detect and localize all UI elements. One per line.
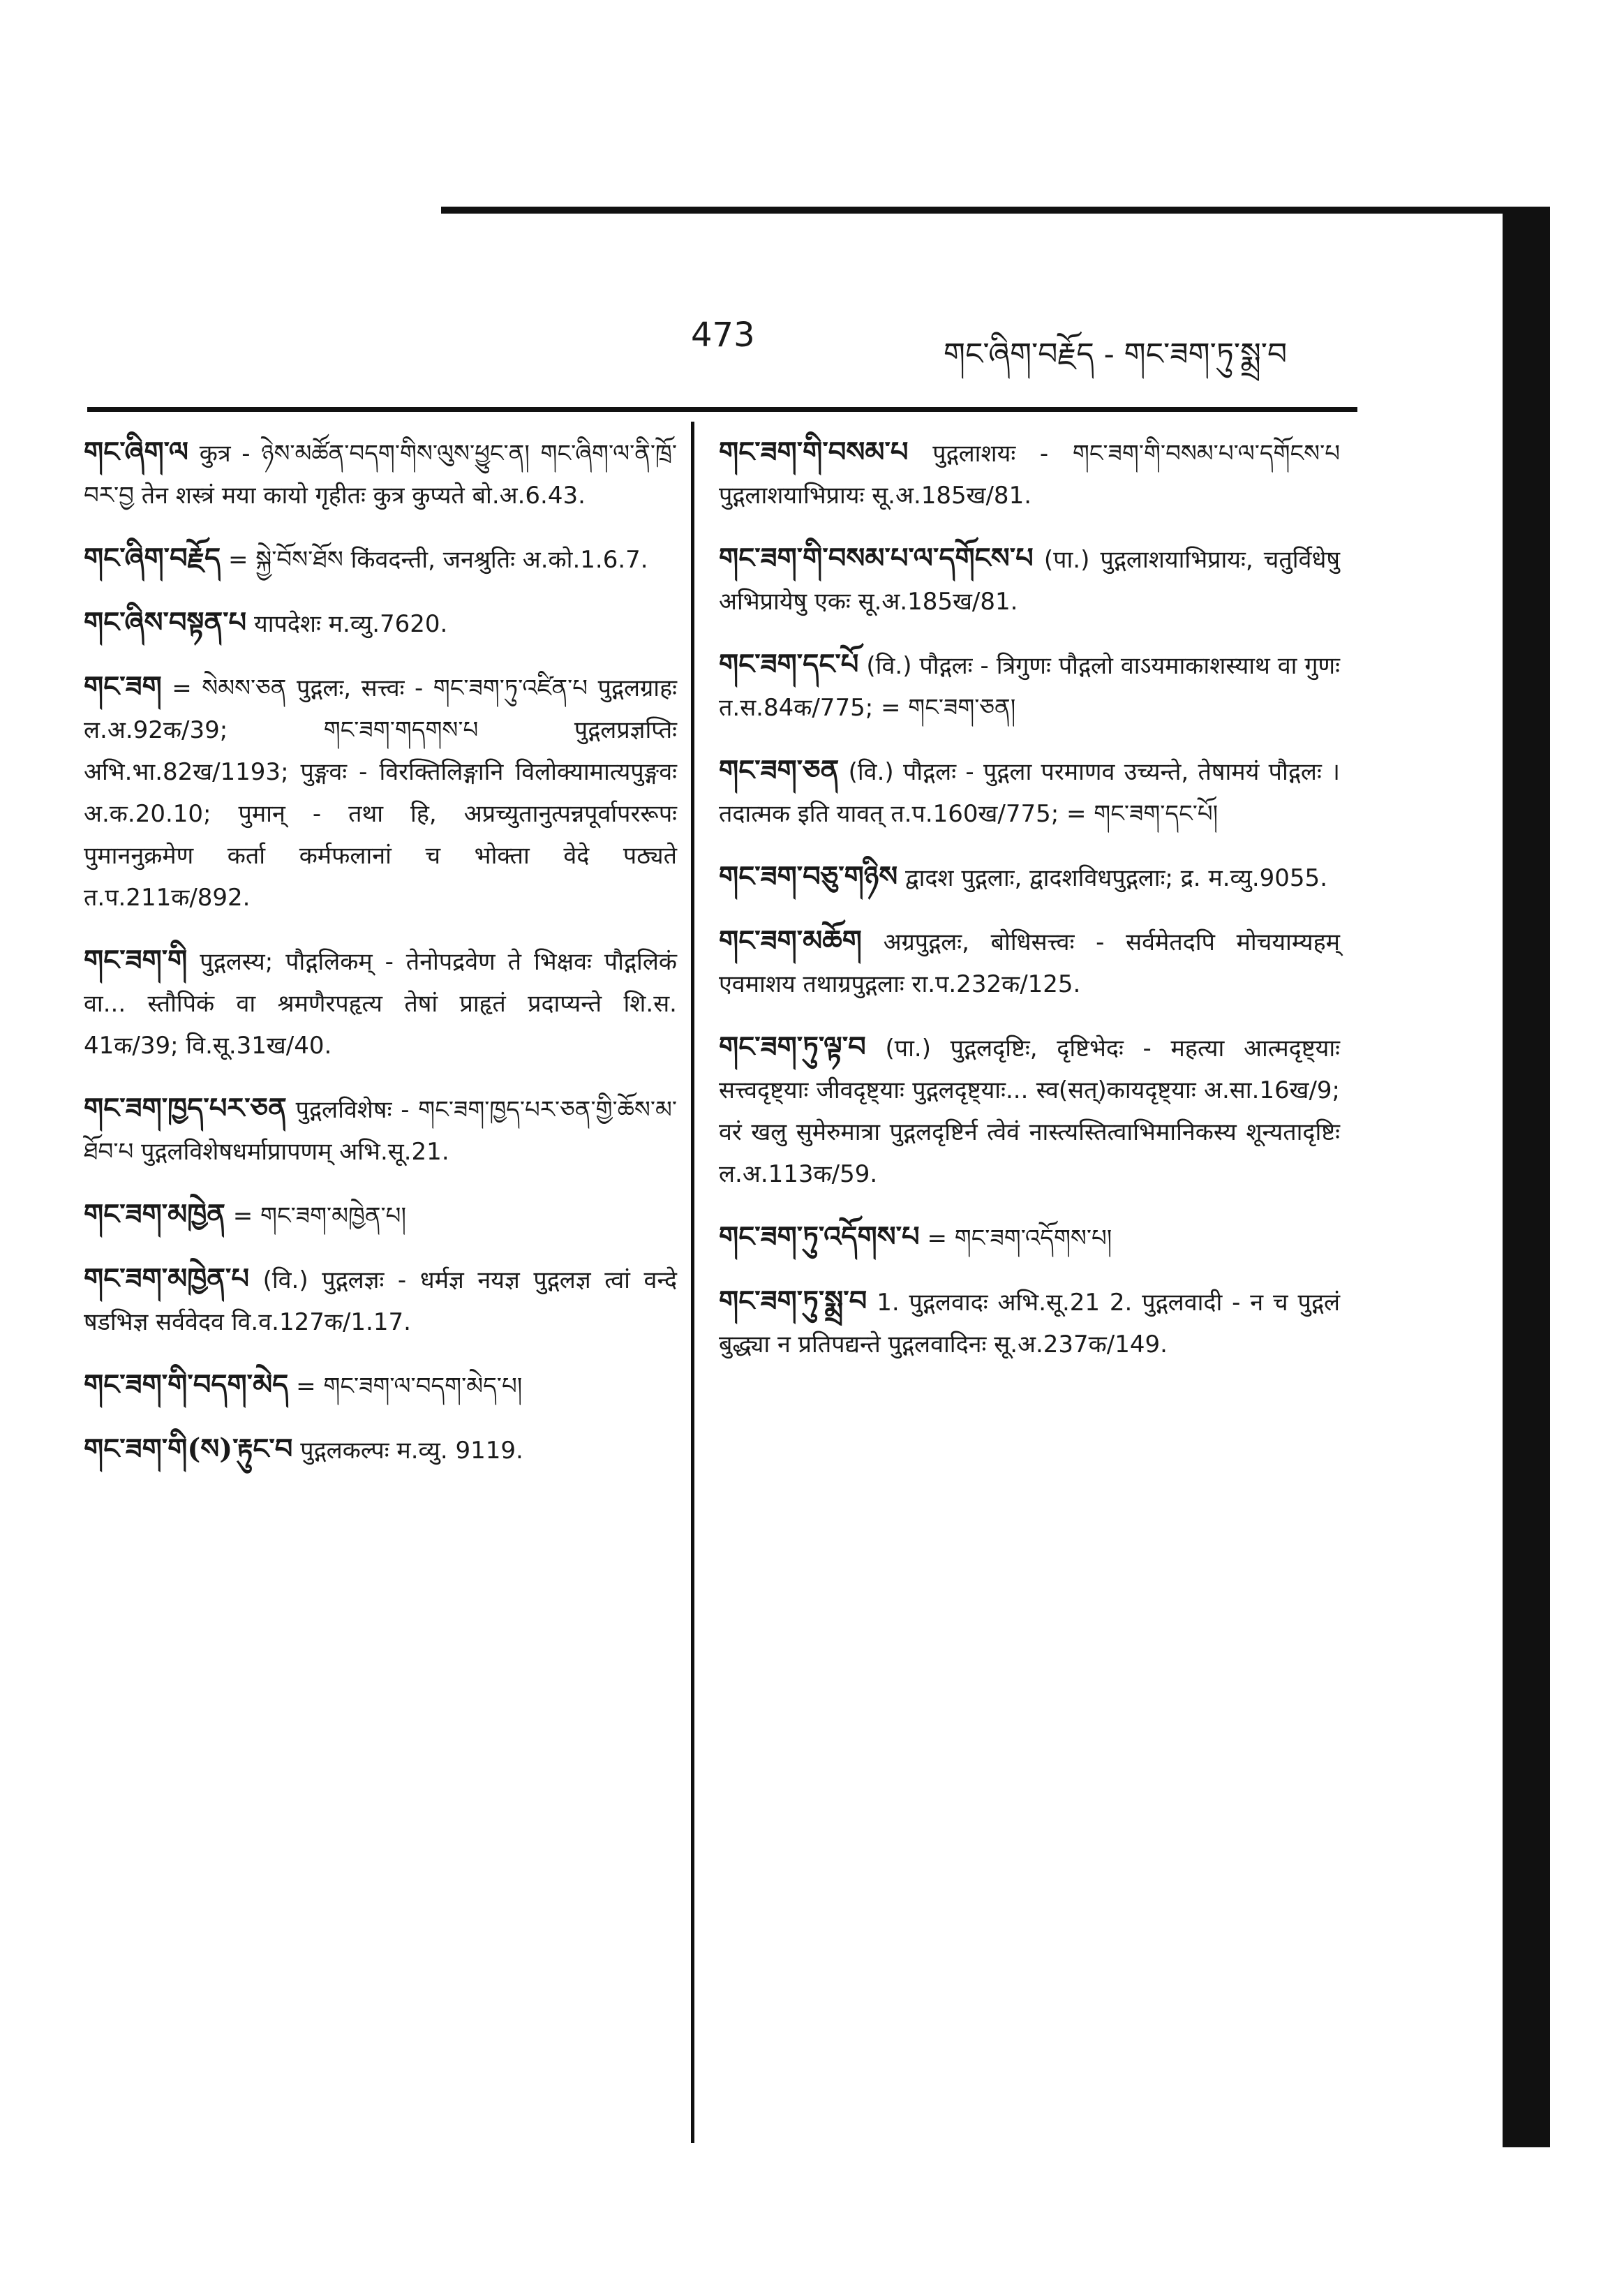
dictionary-entry	[84, 1194, 677, 1237]
entry-text: पुद्गलविशेषः - གང་ཟག་ཁྱད་པར་ཅན་གྱི་ཆོས་མ་ཐོབ་པ पुद्गलविशेषधर्माप्रापणम् अभि.सू.21.	[84, 1096, 677, 1166]
dictionary-entry	[719, 920, 1340, 1005]
entry-text: यापदेशः म.व्यु.7620.	[254, 610, 448, 638]
entry-text: 1. पुद्गलवादः अभि.सू.21 2. पुद्गलवादी - न च पुद्गलं बुद्ध्या न प्रतिपद्यन्ते पुद्गलवादिनः सू.अ.237क/149.	[719, 1289, 1340, 1358]
dictionary-entry	[84, 940, 677, 1067]
dictionary-entry	[719, 644, 1340, 729]
entry-text: (पा.) पुद्गलदृष्टिः, दृष्टिभेदः - महत्या आत्मदृष्ट्याः सत्त्वदृष्ट्याः जीवदृष्ट्याः पुद्गलदृष्ट्याः... स्व(सत्)कायदृष्ट्याः अ.सा.16ख/9; वरं खलु सुमेरुमात्रा पुद्गलदृष्टिर्न त्वेवं नास्त्यस्तित्वाभिमानिकस्य शून्यतादृष्टिः ल.अ.113क/59.	[719, 1035, 1340, 1188]
dictionary-entry	[719, 856, 1340, 899]
dictionary-entry	[719, 538, 1340, 623]
headword: གང་ཟག	[84, 670, 162, 703]
entry-text: पुद्गलकल्पः म.व्यु. 9119.	[300, 1437, 523, 1465]
entry-text: (वि.) पुद्गलज्ञः - धर्मज्ञ नयज्ञ पुद्गलज्ञ त्वां वन्दे षडभिज्ञ सर्ववेदव वि.व.127क/1.17.	[84, 1266, 678, 1336]
dictionary-entry	[719, 1026, 1340, 1195]
dictionary-entry	[84, 538, 677, 581]
column-divider	[691, 422, 694, 2143]
dictionary-entry	[719, 431, 1340, 517]
entry-text: (वि.) पौद्गलः - त्रिगुणः पौद्गलो वाऽयमाकाशस्याथ वा गुणः त.स.84क/775; = གང་ཟག་ཅན།	[719, 652, 1341, 722]
entry-text: = གང་ཟག་མཁྱེན་པ།	[232, 1202, 406, 1230]
headword: གང་ཟག་མཆོག	[719, 924, 862, 957]
entry-text: (वि.) पौद्गलः - पुद्गला परमाणव उच्यन्ते, तेषामयं पौद्गलः । तदात्मक इति यावत् त.प.160ख/775; = གང་ཟག་དང་པོ།	[719, 758, 1341, 828]
left-column	[84, 431, 677, 1493]
entry-text: = སྐྱེ་བོས་ཐོས कि‍ंवदन्ती, जनश्रुतिः अ.को.1.6.7.	[228, 546, 648, 574]
entry-text: = སེམས་ཅན पुद्गलः, सत्त्वः - གང་ཟག་ཏུ་འཛིན་པ पुद्गलग्राहः ल.अ.92क/39; གང་ཟག་གདགས་པ पुद्गलप्रज्ञप्तिः अभि.भा.82ख/1193; पुङ्गवः - विरक्तिलिङ्गानि विलोक्यामात्यपुङ्गवः अ.क.20.10; पुमान् - तथा हि, अप्रच्युतानुत्पन्नपूर्वापररूपः पुमाननुक्रमेण कर्ता कर्मफलानां च भोक्ता वेदे पठ्यते त.प.211क/892.	[84, 674, 677, 912]
dictionary-entry	[719, 750, 1340, 835]
headword: གང་ཟག་བཅུ་གཉིས	[719, 860, 898, 893]
headword: གང་ཟག་དང་པོ	[719, 648, 859, 681]
headword: གང་ཟག་མཁྱེན	[84, 1198, 225, 1231]
headword: གང་ཟག་གི་བདག་མེད	[84, 1368, 289, 1401]
entry-text: = གང་ཟག་འདོགས་པ།	[927, 1224, 1112, 1252]
dictionary-entry	[719, 1280, 1340, 1365]
entry-text: कुत्र - ཉེས་མཚོན་བདག་གིས་ལུས་ཕྱུང་ན། གང་ཞིག་ལ་ནི་ཁྲོ་བར་བྱ तेन शस्त्रं मया कायो गृहीतः कुत्र कुप्यते बो.अ.6.43.	[84, 440, 677, 510]
right-column	[719, 431, 1340, 1386]
entry-text: द्वादश पुद्गलाः, द्वादशविधपुद्गलाः; द्र. म.व्यु.9055.	[905, 864, 1327, 892]
dictionary-entry	[719, 1216, 1340, 1259]
dictionary-entry	[84, 1258, 677, 1343]
dictionary-entry	[84, 1428, 677, 1472]
right-scan-border	[1503, 207, 1550, 2147]
headword: གང་ཞིག་བརྗོད	[84, 542, 221, 575]
entry-text: अग्रपुद्गलः, बोधिसत्त्वः - सर्वमेतदपि मोचयाम्यहम् एवमाशय तथाग्रपुद्गलाः रा.प.232क/125.	[719, 928, 1341, 998]
entry-text: = གང་ཟག་ལ་བདག་མེད་པ།	[296, 1372, 523, 1400]
headword: གང་ཟག་ཏུ་སྨྲ་བ	[719, 1284, 867, 1317]
dictionary-entry	[84, 1364, 677, 1407]
entry-text: पुद्गलाशयः - གང་ཟག་གི་བསམ་པ་ལ་དགོངས་པ पुद्गलाशयाभिप्रायः सू.अ.185ख/81.	[719, 440, 1340, 510]
headword: གང་ཟག་ཏུ་ལྟ་བ	[719, 1030, 866, 1063]
top-border-rule	[441, 207, 1549, 214]
dictionary-entry	[84, 602, 677, 645]
headword: གང་ཟག་ཏུ་འདོགས་པ	[719, 1220, 920, 1253]
dictionary-entry	[84, 431, 677, 517]
headword: གང་ཟག་ཁྱད་པར་ཅན	[84, 1092, 287, 1125]
headword: གང་ཟག་གི	[84, 944, 188, 977]
header-rule	[87, 407, 1357, 412]
entry-text: (पा.) पुद्गलाशयाभिप्रायः, चतुर्विधेषु अभिप्रायेषु एकः सू.अ.185ख/81.	[719, 546, 1340, 616]
dictionary-entry	[84, 1088, 677, 1173]
headword: གང་ཟག་གི་བསམ་པ	[719, 436, 909, 468]
running-head: གང་ཞིག་བརྗོད - གང་ཟག་ཏུ་སྨྲ་བ	[944, 336, 1288, 372]
headword: གང་ཟག་གི(ས)་རྟུང་བ	[84, 1432, 293, 1465]
headword: གང་ཟག་གི་བསམ་པ་ལ་དགོངས་པ	[719, 542, 1034, 575]
entry-text: पुद्गलस्य; पौद्गलिकम् - तेनोपद्रवेण ते भिक्षवः पौद्गलिकं वा... स्तौपिकं वा श्रमणैरपहृत्य तेषां प्राहृतं प्रदाप्यन्ते शि.स. 41क/39; वि.सू.31ख/40.	[84, 948, 677, 1060]
dictionary-entry	[84, 666, 677, 919]
page-number: 473	[691, 316, 755, 355]
headword: གང་ཞིས་བསྟན་པ	[84, 606, 247, 639]
headword: གང་ཟག་མཁྱེན་པ	[84, 1262, 249, 1295]
headword: གང་ཟག་ཅན	[719, 754, 840, 787]
headword: གང་ཞིག་ལ	[84, 436, 189, 468]
